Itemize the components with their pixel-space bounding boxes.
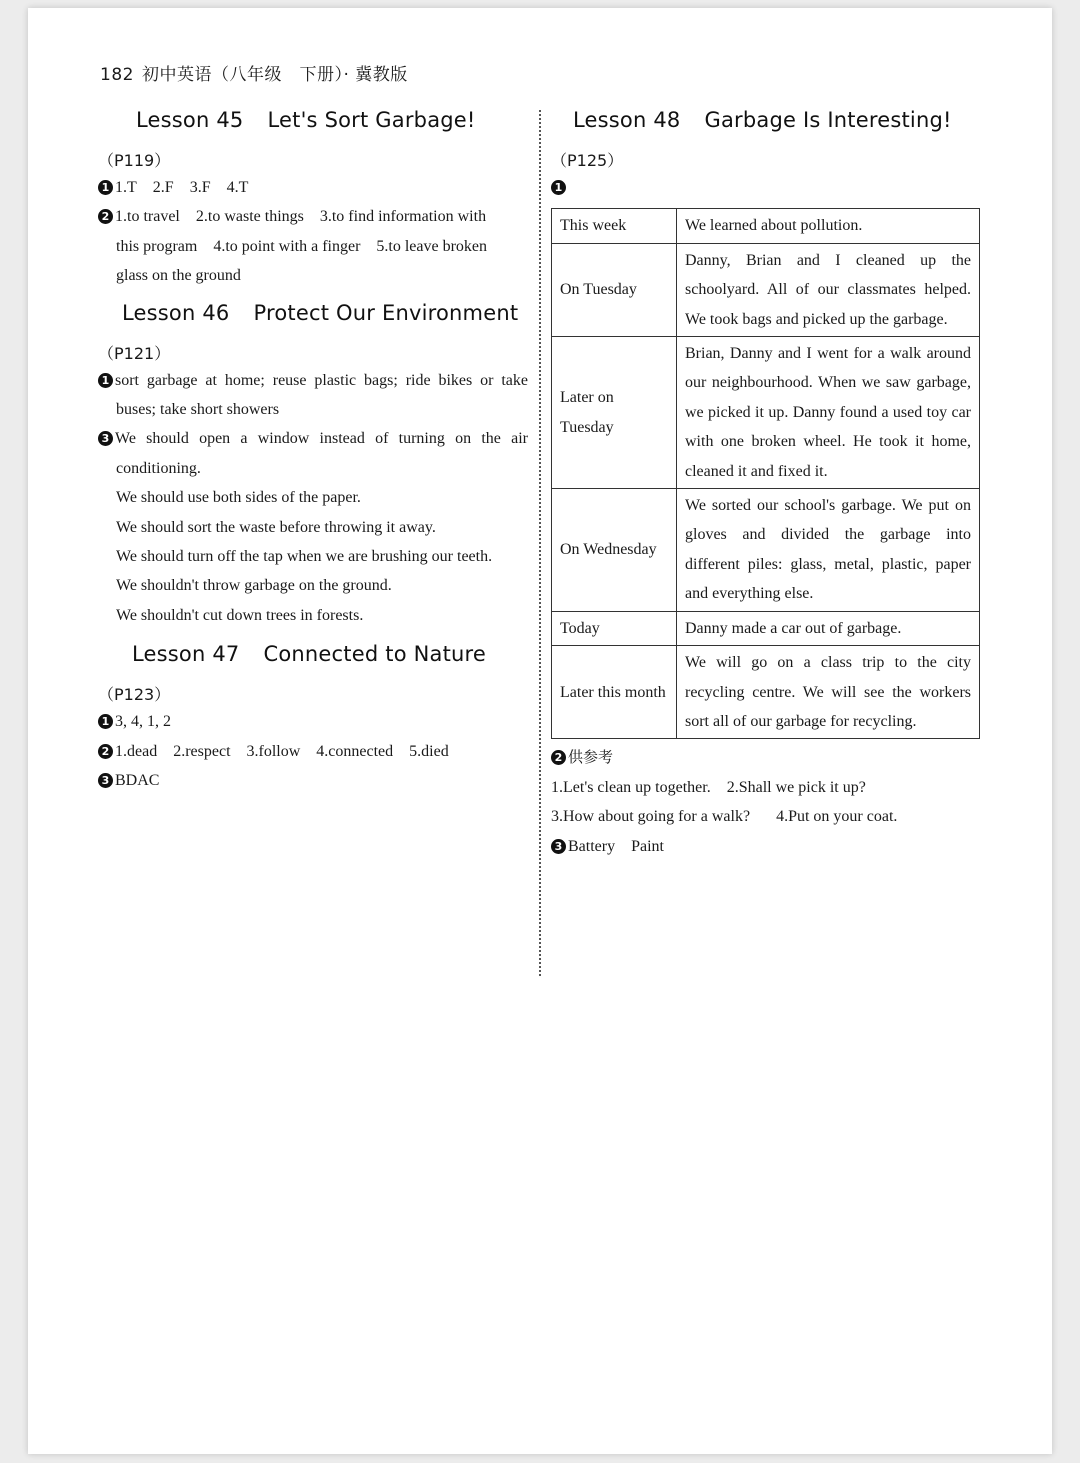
table-row xyxy=(552,611,980,645)
table-row xyxy=(552,646,980,739)
answer-line: glass on the ground xyxy=(116,267,241,285)
answer-item: 3.follow xyxy=(246,742,301,760)
question-number-badge: 1 xyxy=(551,180,566,195)
answer-text: 3, 4, 1, 2 xyxy=(115,713,171,731)
lesson-number: Lesson 47 xyxy=(132,642,240,667)
question-number-badge: 3 xyxy=(98,773,113,788)
question-number-badge: 3 xyxy=(98,431,113,446)
table-cell-what: Danny made a car out of garbage. xyxy=(677,611,980,645)
left-column xyxy=(98,108,528,796)
table-row xyxy=(552,337,980,489)
answer-line xyxy=(98,766,528,795)
table-row xyxy=(552,243,980,336)
question-number-badge: 3 xyxy=(551,839,566,854)
answer-sentence: We should sort the waste before throwing it away. xyxy=(116,518,436,536)
lesson-number: Lesson 46 xyxy=(122,300,230,325)
answer-text: BDAC xyxy=(115,772,160,790)
answer-key-page xyxy=(28,8,1052,1454)
right-column xyxy=(551,108,983,861)
table-cell-what: We learned about pollution. xyxy=(677,209,980,243)
answer-line xyxy=(98,202,528,231)
lesson-name: Let's Sort Garbage! xyxy=(267,108,476,132)
page-ref: （P125） xyxy=(551,151,624,170)
events-table xyxy=(551,208,980,739)
answer-item: 1.Let's clean up together. xyxy=(551,778,711,796)
lesson-name: Connected to Nature xyxy=(263,642,487,667)
answer-sentence: We should turn off the tap when we are brushing our teeth. xyxy=(116,548,493,566)
answer-line xyxy=(551,802,983,831)
answer-sentence: We should use both sides of the paper. xyxy=(116,489,361,507)
table-cell-when: This week xyxy=(552,209,677,243)
table-cell-when: On Wednesday xyxy=(552,489,677,612)
page-header xyxy=(100,60,408,85)
answer-text: We should open a window instead of turning on the air conditioning. xyxy=(115,430,528,477)
answer-item: 4.connected xyxy=(316,742,394,760)
answer-item: 4.Put on your coat. xyxy=(776,808,898,826)
question-number-badge: 1 xyxy=(98,373,113,388)
answer-item: Battery xyxy=(568,837,616,855)
page-ref: （P123） xyxy=(98,685,171,705)
question-number-badge: 1 xyxy=(98,714,113,729)
question-number-badge: 1 xyxy=(98,180,113,195)
lesson-46-title xyxy=(98,301,528,325)
question-number-badge: 2 xyxy=(98,744,113,759)
answer-item: 4.T xyxy=(226,179,249,196)
lesson-number: Lesson 48 xyxy=(573,108,681,132)
answer-line xyxy=(98,707,528,736)
table-cell-what: We will go on a class trip to the city recycling centre. We will see the workers sort all of our garbage for recycling. xyxy=(677,646,980,739)
answer-item: 1.T xyxy=(115,179,137,196)
answer-item: 2.Shall we pick it up? xyxy=(726,778,866,796)
answer-line xyxy=(551,832,983,861)
table-cell-when: Later this month xyxy=(552,646,677,739)
reference-label: 供参考 xyxy=(568,748,614,767)
table-row xyxy=(552,489,980,612)
lesson-number: Lesson 45 xyxy=(136,108,244,132)
table-cell-when: Today xyxy=(552,611,677,645)
answer-line xyxy=(551,743,983,772)
page-ref: （P121） xyxy=(98,343,171,363)
answer-line xyxy=(551,173,983,202)
lesson-name: Protect Our Environment xyxy=(253,300,519,325)
answer-sentence: We shouldn't throw garbage on the ground. xyxy=(116,577,392,595)
table-cell-when: Later on Tuesday xyxy=(552,337,677,489)
lesson-48-title xyxy=(551,108,983,132)
column-divider xyxy=(539,110,541,976)
answer-line xyxy=(98,737,528,766)
answer-item: 2.F xyxy=(152,179,174,196)
answer-line: this program 4.to point with a finger 5.to leave broken xyxy=(116,237,488,255)
page-number: 182 xyxy=(100,65,134,85)
question-number-badge: 2 xyxy=(551,750,566,765)
question-number-badge: 2 xyxy=(98,209,113,224)
answer-line xyxy=(551,773,983,802)
answer-item: 1.dead xyxy=(115,742,158,760)
table-cell-what: Danny, Brian and I cleaned up the schoolyard. All of our classmates helped. We took bags and picked up the garbage. xyxy=(677,243,980,336)
answer-text: 1.to travel 2.to waste things 3.to find information with xyxy=(115,208,487,226)
page-ref: （P119） xyxy=(98,151,171,170)
answer-item: 3.F xyxy=(189,179,211,196)
answer-sentence: We shouldn't cut down trees in forests. xyxy=(116,606,364,624)
answer-item: Paint xyxy=(631,837,664,855)
table-row xyxy=(552,209,980,243)
table-cell-when: On Tuesday xyxy=(552,243,677,336)
answer-paragraph xyxy=(98,366,528,425)
answer-item: 2.respect xyxy=(173,742,231,760)
table-cell-what: Brian, Danny and I went for a walk around our neighbourhood. When we saw garbage, we picked it up. Danny found a used toy car with one broken wheel. He took it home, cleaned it and fixed it. xyxy=(677,337,980,489)
answer-item: 3.How about going for a walk? xyxy=(551,808,751,826)
book-title: 初中英语（八年级 下册）· 冀教版 xyxy=(141,65,408,85)
answer-paragraph xyxy=(98,424,528,483)
answer-text: sort garbage at home; reuse plastic bags; ride bikes or take buses; take short showers xyxy=(115,371,528,419)
answer-line xyxy=(98,173,528,202)
lesson-47-title xyxy=(98,642,528,666)
lesson-name: Garbage Is Interesting! xyxy=(704,108,952,132)
table-cell-what: We sorted our school's garbage. We put on gloves and divided the garbage into different piles: glass, metal, plastic, paper and everything else. xyxy=(677,489,980,612)
lesson-45-title xyxy=(98,108,528,132)
answer-item: 5.died xyxy=(409,742,449,760)
